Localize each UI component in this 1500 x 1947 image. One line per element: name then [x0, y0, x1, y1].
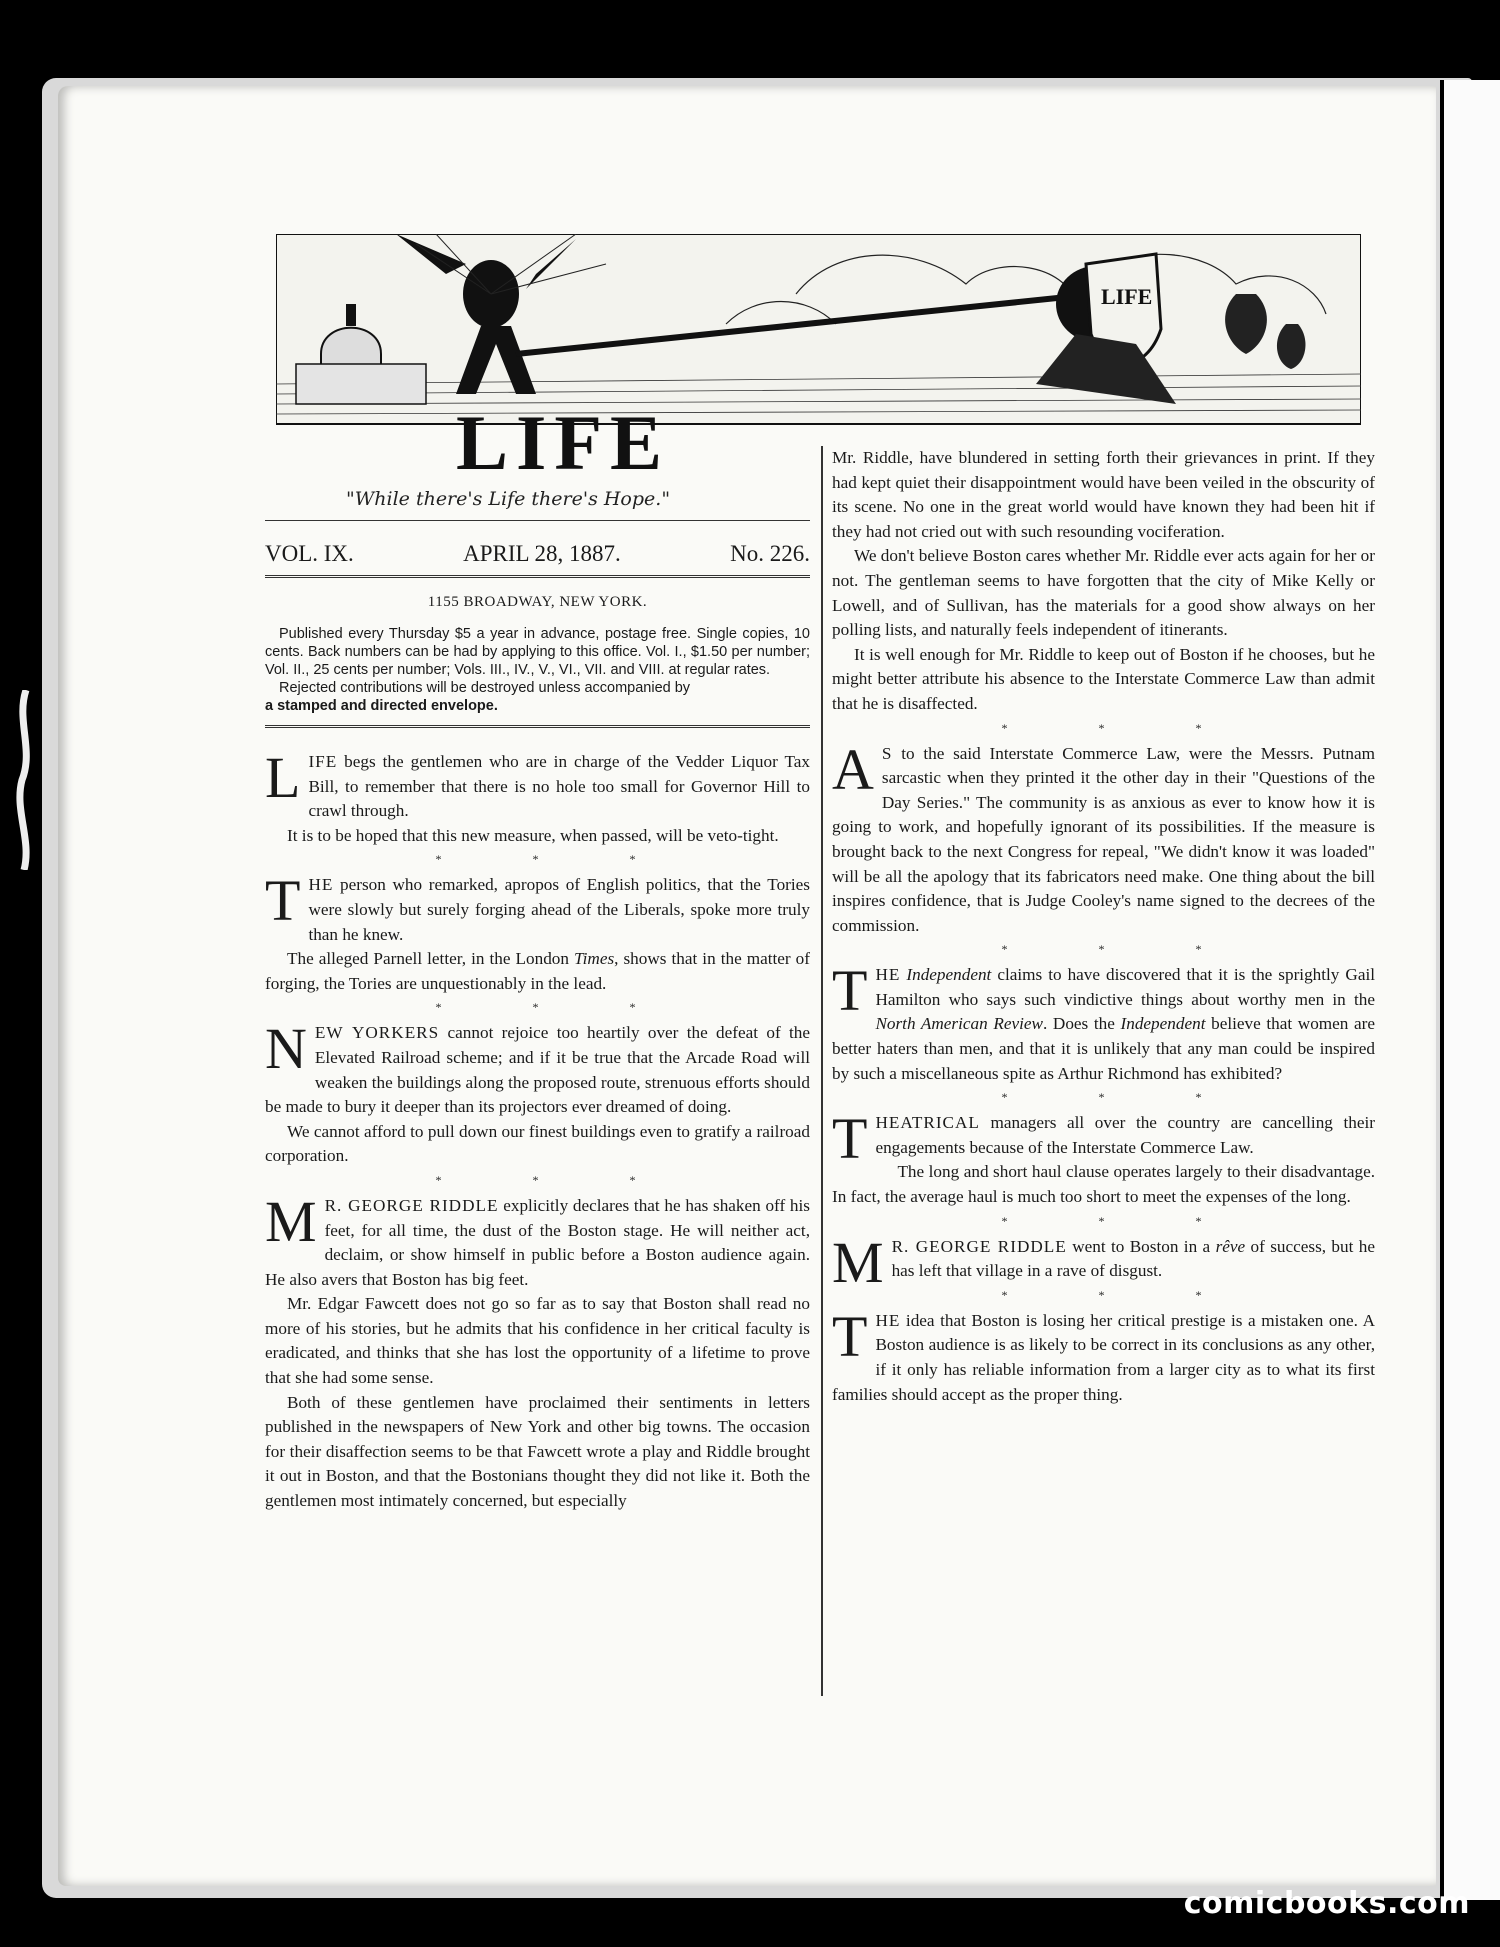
article-text: We cannot afford to pull down our finest buildings even to gratify a railroad corporation.: [265, 1121, 810, 1166]
article-text: idea that Boston is losing her critical prestige is a mistaken one. A Boston audience is as likely to be correct in its conclusions as any other, if it only has reliable information from a larger city as to what its first families should accept as the proper thing.: [832, 1310, 1375, 1404]
site-watermark: comicbooks.com: [1183, 1886, 1470, 1921]
rejected-contributions-text: Rejected contributions will be destroyed unless accompanied by: [279, 680, 691, 696]
article-independent: [832, 958, 1376, 1086]
article-text: person who remarked, apropos of English politics, that the Tories were slowly but surely forging ahead of the Liberals, spoke more truly than he knew.: [308, 875, 810, 944]
article-liquor-tax: [265, 745, 810, 848]
next-page-strip: [1440, 80, 1500, 1900]
drop-cap: L: [265, 745, 301, 810]
envelope-note: a stamped and directed envelope.: [265, 698, 498, 714]
issue-line: [265, 520, 810, 578]
article-boston-prestige: [832, 1303, 1375, 1407]
life-logo: LIFE: [456, 399, 671, 486]
article-text: of success, but he has left that village in a rave of disgust.: [891, 1236, 1375, 1281]
article-theatrical: [832, 1106, 1375, 1209]
publication-title: North American Review: [875, 1014, 1043, 1034]
reve-word: rêve: [1215, 1236, 1246, 1256]
lead-in: EW YORKERS: [314, 1023, 440, 1043]
issue-number: No. 226.: [730, 541, 810, 566]
article-text: , shows that in the matter of forging, the Tories are unquestionably in the lead.: [265, 949, 810, 993]
article-text: to the said Interstate Commerce Law, were the Messrs. Putnam sarcastic when they printed it the other day in their "Questions of the Day Series." The community is as anxious as ever to know how it is going to work, and hopefully ignorant of its possibilities. If the measure is brought back to the next Congress for repeal, "We didn't know it was loaded" will be all the apology that its fabricators need make. One thing about the bill inspires confidence, that is Judge Cooley's name signed to the decrees of the commission.: [832, 743, 1375, 935]
article-interstate-commerce: [832, 736, 1375, 939]
article-text: It is to be hoped that this new measure, when passed, will be veto-tight.: [287, 825, 779, 845]
section-separator: * * *: [1001, 1090, 1246, 1105]
article-text: managers all over the country are cancelling their engagements because of the Interstate Commerce Law.: [875, 1113, 1375, 1157]
section-separator: * * *: [1001, 1287, 1246, 1302]
article-tories: [265, 868, 810, 996]
section-separator: * * *: [435, 852, 680, 867]
lead-in: R. GEORGE RIDDLE: [324, 1195, 499, 1215]
publication-title: Independent: [906, 965, 992, 985]
article-riddle-reve: [832, 1229, 1375, 1295]
section-separator: * * *: [435, 1000, 680, 1015]
drop-cap: M: [265, 1188, 317, 1254]
publisher-address: 1155 BROADWAY, NEW YORK.: [427, 594, 648, 610]
publication-info: [265, 625, 810, 728]
left-column: [265, 520, 810, 1514]
drop-cap: N: [265, 1016, 307, 1082]
drop-cap: T: [832, 1303, 868, 1369]
article-new-yorkers: [265, 1016, 810, 1169]
column-rule: [821, 446, 823, 1696]
right-column: [832, 446, 1375, 1407]
article-text: cannot rejoice too heartily over the defeat of the Elevated Railroad scheme; and if it be true that the Arcade Road will weaken the buildings along the proposed route, strenuous efforts should be made to bury it deeper than its projectors ever dreamed of doing.: [265, 1023, 810, 1117]
binding-string: [12, 690, 38, 870]
article-text: went to Boston in a: [1066, 1236, 1216, 1256]
article-text: explicitly declares that he has shaken off his feet, for all time, the dust of the Boston stage. He will neither act, declaim, or show himself in public before a Boston audience again. He also avers that Boston has big feet.: [265, 1195, 810, 1289]
article-text: Both of these gentlemen have proclaimed their sentiments in letters published in the newspapers of New York and other big towns. The occasion for their disaffection seems to be that Fawcett wrote a play and Riddle brought it out in Boston, and that the Bostonians thought they did not like it. Both the gentlemen most intimately concerned, but especially: [265, 1392, 810, 1511]
drop-cap: M: [832, 1229, 884, 1295]
drop-cap: T: [832, 1106, 868, 1172]
section-separator: * * *: [1001, 1213, 1246, 1228]
article-text: believe that women are better haters than men, and that it is unlikely that any man could be inspired by such a miscellaneous spite as Arthur Richmond has exhibited?: [832, 1014, 1375, 1083]
section-separator: * * *: [1001, 720, 1246, 735]
section-separator: * * *: [435, 1172, 680, 1187]
lead-in: S: [881, 743, 893, 763]
lead-in: IFE: [308, 752, 338, 771]
masthead-scene: [276, 234, 1361, 434]
masthead-motto: "While there's Life there's Hope.": [346, 488, 671, 510]
shield-label: LIFE: [1101, 284, 1153, 309]
drop-cap: T: [265, 868, 301, 934]
lead-in: HE: [875, 965, 901, 985]
article-text: . Does the: [1042, 1014, 1121, 1034]
article-riddle: [265, 1188, 810, 1514]
drop-cap: A: [832, 736, 874, 802]
lead-in: HE: [875, 1310, 901, 1330]
lead-in: HEATRICAL: [875, 1113, 980, 1133]
article-text: Mr. Edgar Fawcett does not go so far as to say that Boston shall read no more of his stories, but he admits that his confidence in her critical faculty is eradicated, and thinks that she has lost the opportunity of a lifetime to prove that she had some sense.: [265, 1294, 810, 1388]
article-text: The long and short haul clause operates largely to their disadvantage. In fact, the average haul is much too short to meet the expenses of the long.: [832, 1162, 1375, 1207]
lead-in: R. GEORGE RIDDLE: [891, 1236, 1067, 1256]
times-title: Times: [574, 949, 615, 969]
article-text: We don't believe Boston cares whether Mr. Riddle ever acts again for her or not. The gentleman seems to have forgotten that the city of Mike Kelly or Lowell, and of Sullivan, has the materials for a good show always on her polling lists, and naturally feels independent of itinerants.: [832, 546, 1375, 640]
section-separator: * * *: [1001, 942, 1246, 957]
article-text: claims to have discovered that it is the sprightly Gail Hamilton who says such vindictive things about worthy men in the: [875, 965, 1376, 1009]
subscription-text: Published every Thursday $5 a year in advance, postage free. Single copies, 10 cents. Back numbers can be had by applying to this office. Vol. I., $1.50 per number; Vol. II., 25 cents per number; Vols. III., IV., V., VI., VII. and VIII. at regular rates.: [265, 626, 810, 678]
publication-title: Independent: [1120, 1014, 1206, 1034]
drop-cap: T: [832, 958, 868, 1024]
lead-in: HE: [308, 875, 334, 895]
article-text: It is well enough for Mr. Riddle to keep out of Boston if he chooses, but he might better attribute his absence to the Interstate Commerce Law than admit that he is disaffected.: [832, 644, 1375, 713]
volume-number: VOL. IX.: [265, 541, 354, 566]
article-text: The alleged Parnell letter, in the London: [287, 949, 575, 969]
article-text: begs the gentlemen who are in charge of the Vedder Liquor Tax Bill, to remember that there is no hole too small for Governor Hill to crawl through.: [308, 752, 810, 821]
article-text: Mr. Riddle, have blundered in setting forth their grievances in print. If they had kept quiet their disappointment would have been veiled in the obscurity of its scene. No one in the great world would have known they had been hit if they had not cried out with such resounding vociferation.: [832, 448, 1375, 541]
issue-date: APRIL 28, 1887.: [463, 541, 621, 566]
